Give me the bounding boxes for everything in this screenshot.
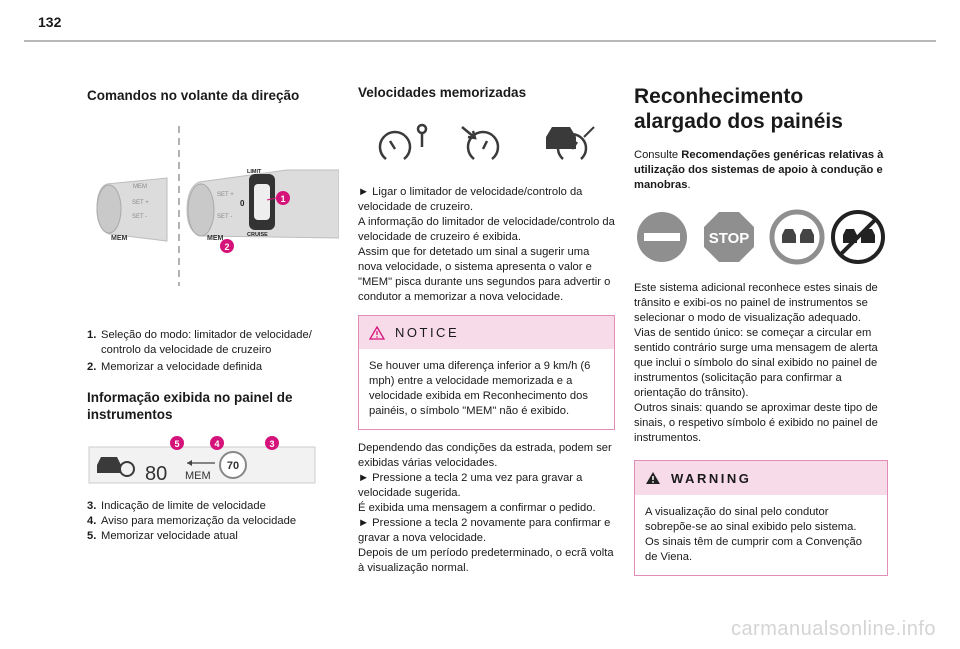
notice-text: Se houver uma diferença inferior a 9 km/h (6 mph) entre a velocidade memorizada e a velocidade exibida em Reconhecimento dos painéis, o símbolo "MEM" não é exibido. [369, 360, 591, 417]
list-item: 1. Seleção do modo: limitador de velocidade/ controlo da velocidade de cruzeiro [87, 329, 312, 356]
list-item: 3. Indicação de limite de velocidade [87, 500, 266, 512]
stop-sign-text: STOP [708, 230, 750, 247]
header-rule [24, 40, 936, 42]
callout-4: 4 [214, 439, 220, 449]
instrument-panel-illustration [87, 435, 339, 485]
caution-triangle-icon [369, 326, 385, 340]
speed-limit-value: 70 [226, 460, 240, 472]
warning-box [634, 460, 888, 576]
warning-title: WARNING [671, 470, 752, 486]
column-steering-controls [87, 60, 339, 544]
section-subtitle-instrument-info: Informação exibida no painel de instrumentos [87, 390, 293, 422]
lever-label-set-plus-right: SET + [217, 192, 234, 198]
page-number: 132 [38, 14, 62, 30]
panel-legend-list [87, 499, 339, 544]
watermark: carmanualsonline.info [730, 618, 936, 640]
traffic-signs-row [634, 207, 888, 267]
lever-label-set-minus-right: SET - [217, 214, 233, 220]
notice-box [358, 315, 615, 430]
lever-label-cruise: CRUISE [247, 232, 268, 238]
lever-label-limit: LIMIT [247, 169, 262, 175]
list-item: 5. Memorizar velocidade atual [87, 530, 238, 542]
warning-text: A visualização do sinal pelo condutor sobrepõe-se ao sinal exibido pelo sistema. Os sinais têm de cumprir com a Convenção de Viena. [645, 506, 862, 563]
notice-title: NOTICE [395, 325, 460, 340]
callout-1: 1 [280, 194, 286, 204]
lever-label-mem: MEM [133, 184, 147, 190]
sign-recognition-body: Este sistema adicional reconhece estes sinais de trânsito e exibi-os no painel de instrumentos se selecionar o modo de visualização adequado. Vias de sentido único: se começar a circular em sentido contrário surge uma mensagem de alerta que inclui o símbolo do sinal exibido no painel de instrumentos (solicitação para confirmar a orientação do trânsito). Outros sinais: quando se aproximar deste tipo de sinais, o respetivo símbolo é exibido no painel de instrumentos. [634, 282, 878, 444]
lever-label-set-plus: SET + [132, 200, 149, 206]
section-title-sign-recognition: Reconhecimento alargado dos painéis [634, 85, 843, 133]
mem-indicator: MEM [185, 470, 211, 482]
lever-label-mem-button-right: MEM [207, 235, 224, 242]
list-item: 2. Memorizar a velocidade definida [87, 361, 263, 373]
column-memorized-speeds [358, 60, 615, 576]
end-no-overtaking-sign-icon [833, 212, 883, 262]
speed-limiter-icon [380, 125, 426, 159]
cruise-control-icon [462, 127, 498, 159]
section-title-memorized-speeds: Velocidades memorizadas [358, 85, 527, 100]
memorized-speeds-body-2: Dependendo das condições da estrada, podem ser exibidas várias velocidades. ► Pressione a tecla 2 uma vez para gravar a velocidade sugerida. É exibida uma mensagem a confirmar o pedido. ► Pressione a tecla 2 novamente para confirmar e gravar a nova velocidade. Depois de um período predeterminado, o ecrã volta à visualização normal. [358, 442, 614, 574]
no-entry-sign-icon [637, 212, 687, 262]
warning-header [635, 461, 887, 495]
speed-mode-icons [358, 119, 615, 169]
lever-label-zero: 0 [240, 199, 245, 208]
lever-label-mem-button: MEM [111, 235, 128, 242]
callout-2: 2 [224, 242, 230, 252]
notice-header [359, 316, 614, 349]
lever-label-set-minus: SET - [132, 214, 148, 220]
section-title-steering-controls: Comandos no volante da direção [87, 88, 300, 103]
current-speed-value: 80 [145, 463, 168, 485]
sign-recognition-intro: Consulte Recomendações genéricas relativas à utilização dos sistemas de apoio à condução e manobras. [634, 149, 884, 191]
column-sign-recognition [634, 60, 888, 576]
stop-sign-icon [704, 212, 754, 262]
controls-legend-list [87, 328, 339, 375]
adaptive-cruise-icon [546, 127, 594, 159]
callout-5: 5 [174, 439, 180, 449]
list-item: 4. Aviso para memorização da velocidade [87, 515, 297, 527]
memorized-speeds-body: ► Ligar o limitador de velocidade/controlo da velocidade de cruzeiro. A informação do limitador de velocidade/controlo da velocidade de cruzeiro é exibida. Assim que for detetado um sinal a sugerir uma nova velocidade, o sistema apresenta o valor e "MEM" pisca durante uns segundos para advertir o condutor a memorizar a nova velocidade. [358, 186, 615, 303]
no-overtaking-sign-icon [772, 212, 822, 262]
callout-3: 3 [269, 439, 275, 449]
steering-lever-diagram [87, 126, 339, 286]
warning-triangle-icon [645, 471, 661, 485]
lever-illustration [87, 126, 339, 286]
